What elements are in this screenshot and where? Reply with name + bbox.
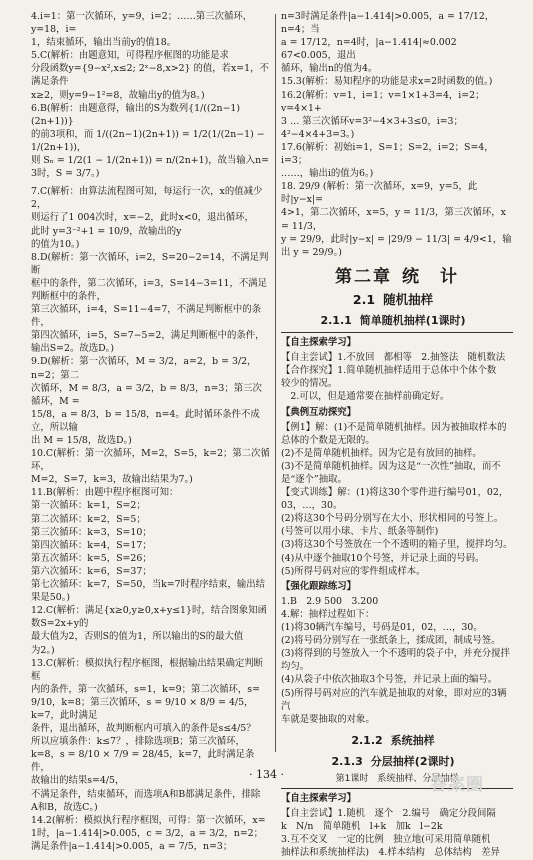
answer-line: 第三次循环，i=4，S=11−4=7，不满足判断框中的条件， bbox=[31, 304, 262, 329]
self-explore-block-2 bbox=[281, 807, 513, 859]
answer-line: 条件，退出循环，故判断框内可填入的条件是s≤4/5？ bbox=[31, 723, 256, 735]
answer-line: A和B，故选C。) bbox=[31, 801, 98, 813]
lesson-title: 第1课时 系统抽样、分层抽样 bbox=[335, 773, 459, 784]
answer-line: 15/8，a = 8/3，b = 15/8，n=4。此时循环条件不成立，所以输 bbox=[31, 408, 260, 433]
left-column bbox=[31, 10, 271, 853]
answer-line: y = 29/9，此时|y−x| = |29/9 − 11/3| = 4/9<1，输出 y = 29/9。) bbox=[281, 233, 512, 258]
text-line: 均匀。 bbox=[281, 661, 310, 673]
text-line: 2.可以，但是通常要在抽样前确定好。 bbox=[281, 391, 450, 403]
right-column bbox=[281, 10, 513, 860]
text-line: (3)将这30个号签放在一个不透明的箱子里，搅拌均匀。 bbox=[281, 539, 513, 551]
answer-line: 9.D(解析：第一次循环，M = 3/2，a=2，b = 3/2，n=2；第二 bbox=[31, 356, 257, 381]
column-divider bbox=[275, 14, 276, 752]
answer-line: 则 Sₙ = 1/2(1 − 1/(2n+1)) = n/(2n+1)，故当输入n= bbox=[31, 155, 270, 167]
answer-line: a = 17/12，n=4时，|a−1.414|≈0.002 67<0.005，退出 bbox=[281, 37, 457, 62]
answer-line: ……，输出i的值为6。) bbox=[281, 168, 374, 180]
subsection-title: 系统抽样 bbox=[390, 733, 435, 747]
subsection-number: 2.1.2 bbox=[351, 733, 383, 747]
text-line: 【变式训练】解：(1)将这30个零件进行编号01，02，03，…，30。 bbox=[281, 487, 509, 512]
answer-line: 第一次循环：k=1，S=2； bbox=[31, 500, 146, 512]
text-line: (2)不是简单随机抽样。因为它是有放回的抽样。 bbox=[281, 447, 482, 459]
answer-line: 分段函数y={9−x²,x≤2; 2ˣ−8,x>2} 的值，若x=1，不满足条件 bbox=[31, 63, 269, 88]
text-line: (2)将号码分别写在一张纸条上，揉成团，制成号签。 bbox=[281, 635, 501, 647]
answer-line: 为2。) bbox=[31, 644, 55, 656]
answer-line: M=2，S=7，k=3，故输出结果为7。) bbox=[31, 474, 193, 486]
answer-line: 3 … 第三次循环v=3²−4×3+3≤0，i=3；4²−4×4+3=3。) bbox=[281, 115, 463, 140]
chapter-heading bbox=[281, 266, 513, 287]
answer-line: 8.D(解析：第一次循环，i=2，S=20−2=14，不满足判断 bbox=[31, 251, 269, 276]
text-line: 抽样法和系统抽样法) 4.样本结构 总体结构 差异 bbox=[281, 847, 500, 859]
subsection-heading-2-1-3 bbox=[281, 755, 513, 768]
answers-continued bbox=[281, 10, 513, 259]
section-number: 2.1 bbox=[352, 291, 376, 307]
answer-line: 的前3项和，而 1/((2n−1)(2n+1)) = 1/2(1/(2n−1) − 1/(2n+1))， bbox=[31, 128, 265, 153]
answer-line: 9/10，k=8；第三次循环，s = 9/10 × 8/9 = 4/5，k=7，此时满足 bbox=[31, 696, 254, 721]
answer-line: 3时，S = 3/7。) bbox=[31, 168, 100, 180]
answer-line: 4.i=1：第一次循环，y=9，i=2；……第三次循环，y=18，i= bbox=[31, 11, 253, 36]
answer-line: 1，结束循环，输出当前y的值18。 bbox=[31, 37, 177, 49]
answer-line: 第三次循环：k=3，S=10； bbox=[31, 526, 152, 538]
answer-line: 第二次循环：k=2，S=5； bbox=[31, 513, 146, 525]
subsection-title: 简单随机抽样(1课时) bbox=[359, 313, 466, 327]
practice-block bbox=[281, 595, 513, 726]
text-line: (4)从中逐个抽取10个号签，并记录上面的号码。 bbox=[281, 552, 485, 564]
text-line: 较少的情况。 bbox=[281, 378, 338, 390]
answer-line: 第四次循环：k=4，S=17； bbox=[31, 539, 152, 551]
answer-line: 16.2(解析：v=1，i=1；v=1×1+3=4，i=2；v=4×1+ bbox=[281, 89, 485, 114]
answer-line: 满足条件|a−1.414|>0.005，a = 7/5，n=3； bbox=[31, 840, 233, 852]
answer-line: 10.C(解析：第一次循环，M=2，S=5，k=2；第二次循环， bbox=[31, 448, 270, 473]
answer-line: 故输出的结果s=4/5， bbox=[31, 775, 125, 787]
text-line: 【自主尝试】1.随机 逐个 2.编号 确定分段间隔 bbox=[281, 808, 496, 820]
subsection-heading-2-1-2 bbox=[281, 734, 513, 747]
answer-line: 内的条件，第一次循环，s=1，k=9；第二次循环，s= bbox=[31, 683, 260, 695]
answer-line: 第六次循环：k=6，S=37； bbox=[31, 565, 152, 577]
answer-line: 14.2(解析：模拟执行程序框图，可得：第一次循环，x= bbox=[31, 814, 266, 826]
answer-line: 7.C(解析：由算法流程图可知，每运行一次，x的值减少2， bbox=[31, 186, 263, 211]
text-line: (5)所得号码对应的零件组成样本。 bbox=[281, 565, 426, 577]
answer-line: 第四次循环，i=5，S=7−5=2，满足判断框中的条件， bbox=[31, 330, 265, 342]
text-line: k N/n 简单随机 l+k 加k l−2k bbox=[281, 821, 443, 833]
answer-line: 输出S=2。故选D。) bbox=[31, 343, 114, 355]
answer-line: x≥2，则y=9−1²=8，故输出y的值为8。) bbox=[31, 89, 205, 101]
answer-line: 此时 y=3⁻²+1 = 10/9，故输出的y bbox=[31, 225, 182, 237]
answer-line: n=3时满足条件|a−1.414|>0.005，a = 17/12，n=4；当 bbox=[281, 11, 495, 36]
text-line: (号签可以用小球、卡片、纸条等制作) bbox=[281, 526, 439, 538]
text-line: 【自主尝试】1.不放回 都相等 2.抽签法 随机数法 bbox=[281, 352, 506, 364]
answer-line: 4>1，第二次循环，x=5，y = 11/3，第三次循环，x = 11/3， bbox=[281, 207, 506, 232]
answer-line: 的值为10。) bbox=[31, 238, 80, 250]
self-explore-block bbox=[281, 351, 513, 403]
tag-self-explore-2: 【自主探索学习】 bbox=[281, 793, 357, 805]
answer-line: 不满足条件，结束循环，而选项A和B都满足条件，排除 bbox=[31, 788, 261, 800]
text-line: (4)从袋子中依次抽取3个号签，并记录上面的编号。 bbox=[281, 674, 498, 686]
answer-line: 则运行了1 004次时，x=−2，此时x<0，退出循环， bbox=[31, 212, 254, 224]
text-line: (3)不是简单随机抽样。因为这是“一次性”抽取，而不 bbox=[281, 460, 501, 472]
text-line: (3)将得到的号签放入一个不透明的袋子中，并充分搅拌 bbox=[281, 648, 510, 660]
text-line: (2)将这30个号码分别写在大小、形状相同的号签上。 bbox=[281, 513, 504, 525]
heading-rule bbox=[281, 332, 513, 333]
answer-line: 13.C(解析：模拟执行程序框图，根据输出结果确定判断框 bbox=[31, 657, 263, 682]
answer-line: 次循环，M = 8/3，a = 3/2，b = 8/3，n=3；第三次循环，M = bbox=[31, 382, 262, 407]
tag-practice: 【强化跟踪练习】 bbox=[281, 580, 357, 592]
answer-line: 所以应填条件：k≤7？，排除选项B；第三次循环， bbox=[31, 736, 245, 748]
subsection-number: 2.1.1 bbox=[320, 313, 352, 327]
section-heading bbox=[281, 293, 513, 306]
answer-line: 框中的条件，第二次循环，i=3，S=14−3=11，不满足判断框中的条件， bbox=[31, 277, 268, 302]
subsection-heading-2-1-1 bbox=[281, 314, 513, 327]
text-line: (5)所得号码对应的汽车就是抽取的对象，即对应的3辆汽 bbox=[281, 687, 507, 712]
answer-line: 出 M = 15/8，故选D。) bbox=[31, 435, 132, 446]
answer-line: 11.B(解析：由题中程序框图可知： bbox=[31, 487, 179, 499]
text-line: 车就是要抽取的对象。 bbox=[281, 713, 375, 725]
answer-line: 5.C(解析：由题意知，可得程序框图的功能是求 bbox=[31, 50, 229, 62]
tag-interactive-examples: 【典例互动探究】 bbox=[281, 406, 357, 418]
text-line: 4.解：抽样过程如下： bbox=[281, 608, 375, 620]
text-line: 3.互不交叉 一定的比例 独立地(可采用简单随机 bbox=[281, 834, 491, 846]
answer-line: 第七次循环：k=7，S=50，当k=7时程序结束，输出结果是50。) bbox=[31, 579, 265, 604]
subsection-number: 2.1.3 bbox=[331, 754, 363, 768]
answer-line: 18. 29/9 (解析：第一次循环，x=9，y=5，此时|y−x|= bbox=[281, 181, 478, 206]
answer-line: 15.3(解析：易知程序的功能是求x=2时函数的值。) bbox=[281, 76, 493, 88]
answer-line: 第五次循环：k=5，S=26； bbox=[31, 552, 152, 564]
tag-self-explore: 【自主探索学习】 bbox=[281, 337, 357, 349]
chapter-title: 统 计 bbox=[402, 266, 459, 287]
examples-block bbox=[281, 421, 513, 578]
text-line: 【合作探究】1.简单随机抽样适用于总体中个体个数 bbox=[281, 365, 497, 377]
text-line: 总体的个数是无限的。 bbox=[281, 434, 375, 446]
subsection-title: 分层抽样(2课时) bbox=[370, 754, 455, 768]
chapter-number: 第二章 bbox=[335, 266, 392, 287]
answer-line: 最大值为2，否则S的值为1，所以输出的S的最大值 bbox=[31, 631, 244, 643]
answer-line: 循环，输出n的值为4。 bbox=[281, 63, 378, 75]
text-line: 是“逐个”抽取。 bbox=[281, 474, 347, 485]
text-line: 【例1】解：(1)不是简单随机抽样。因为被抽取样本的 bbox=[281, 421, 507, 433]
answer-line: 17.6(解析：初始i=1，S=1；S=2，i=2；S=4，i=3； bbox=[281, 141, 494, 167]
text-line: (1)将30辆汽车编号，号码是01，02，…，30。 bbox=[281, 622, 483, 634]
page-number: · 134 · bbox=[249, 768, 284, 781]
answer-line: k=8，s = 8/10 × 7/9 = 28/45，k=7，此时满足条件， bbox=[31, 749, 255, 774]
section-title: 随机抽样 bbox=[383, 291, 434, 307]
watermark-logo: 答案圈 bbox=[430, 775, 484, 795]
answer-line: 1时，|a−1.414|>0.005，c = 3/2，a = 3/2，n=2； bbox=[31, 827, 264, 839]
text-line: 1.B 2.9 500 3.200 bbox=[281, 595, 379, 607]
answer-line: 12.C(解析：满足{x≥0,y≥0,x+y≤1}时，结合图象知函数S=2x+y的 bbox=[31, 605, 267, 630]
answer-line: 6.B(解析：由题意得，输出的S为数列{1/((2n−1)(2n+1))} bbox=[31, 102, 241, 127]
